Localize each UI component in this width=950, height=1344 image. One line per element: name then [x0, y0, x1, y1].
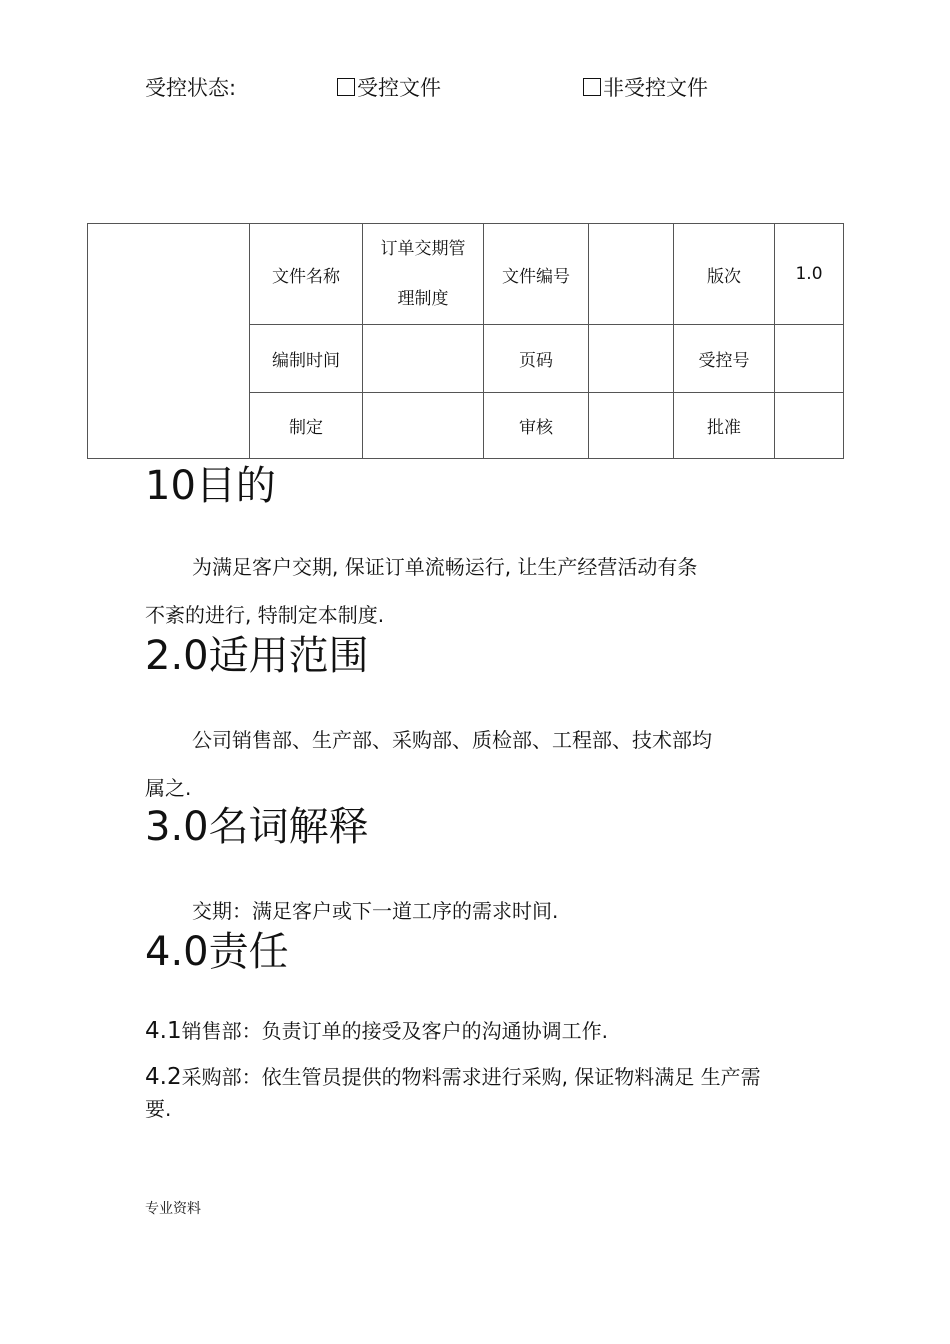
date-value	[363, 325, 484, 393]
made-label: 制定	[250, 393, 363, 459]
responsibility-item-4-2-cont: 要.	[145, 1097, 172, 1121]
section-purpose-heading: 10目的	[145, 463, 276, 509]
review-label: 审核	[484, 393, 589, 459]
control-status-label: 受控状态:	[145, 76, 237, 100]
uncontrolled-option[interactable]	[583, 72, 708, 102]
purpose-text-line2: 不紊的进行, 特制定本制度.	[145, 603, 385, 627]
doc-number-value	[589, 224, 674, 325]
control-number-label: 受控号	[674, 325, 775, 393]
document-control-table	[87, 223, 844, 459]
version-value: 1.0	[775, 224, 844, 325]
checkbox-icon[interactable]	[583, 78, 601, 96]
page-label: 页码	[484, 325, 589, 393]
review-value	[589, 393, 674, 459]
scope-text-line2: 属之.	[145, 776, 192, 800]
doc-name-line1: 订单交期管	[380, 239, 466, 259]
section-terms-heading: 3.0名词解释	[145, 804, 369, 850]
page-value	[589, 325, 674, 393]
doc-name-line2: 理制度	[397, 289, 449, 309]
version-label: 版次	[674, 224, 775, 325]
checkbox-icon[interactable]	[337, 78, 355, 96]
footer-label: 专业资料	[145, 1201, 201, 1217]
scope-text-line1: 公司销售部、生产部、采购部、质检部、工程部、技术部均	[192, 728, 712, 752]
controlled-option[interactable]	[337, 72, 441, 102]
control-status-row	[145, 72, 845, 104]
date-label: 编制时间	[250, 325, 363, 393]
approve-value	[775, 393, 844, 459]
uncontrolled-option-label: 非受控文件	[603, 76, 708, 100]
responsibility-item-4-2	[145, 1061, 761, 1090]
doc-name-value	[363, 224, 484, 325]
item-4-2-number: 4.2	[145, 1064, 182, 1090]
controlled-option-label: 受控文件	[357, 76, 441, 100]
terms-text-line1: 交期：满足客户或下一道工序的需求时间.	[192, 899, 559, 923]
made-value	[363, 393, 484, 459]
doc-name-label: 文件名称	[250, 224, 363, 325]
item-4-1-number: 4.1	[145, 1018, 182, 1044]
doc-number-label: 文件编号	[484, 224, 589, 325]
responsibility-item-4-1	[145, 1015, 608, 1044]
item-4-2-text: 采购部：依生管员提供的物料需求进行采购, 保证物料满足 生产需	[181, 1065, 761, 1089]
purpose-text-line1: 为满足客户交期, 保证订单流畅运行, 让生产经营活动有条	[192, 555, 698, 579]
item-4-1-text: 销售部：负责订单的接受及客户的沟通协调工作.	[181, 1019, 608, 1043]
section-scope-heading: 2.0适用范围	[145, 633, 369, 679]
section-responsibility-heading: 4.0责任	[145, 929, 289, 975]
approve-label: 批准	[674, 393, 775, 459]
logo-cell	[88, 224, 250, 459]
control-number-value	[775, 325, 844, 393]
